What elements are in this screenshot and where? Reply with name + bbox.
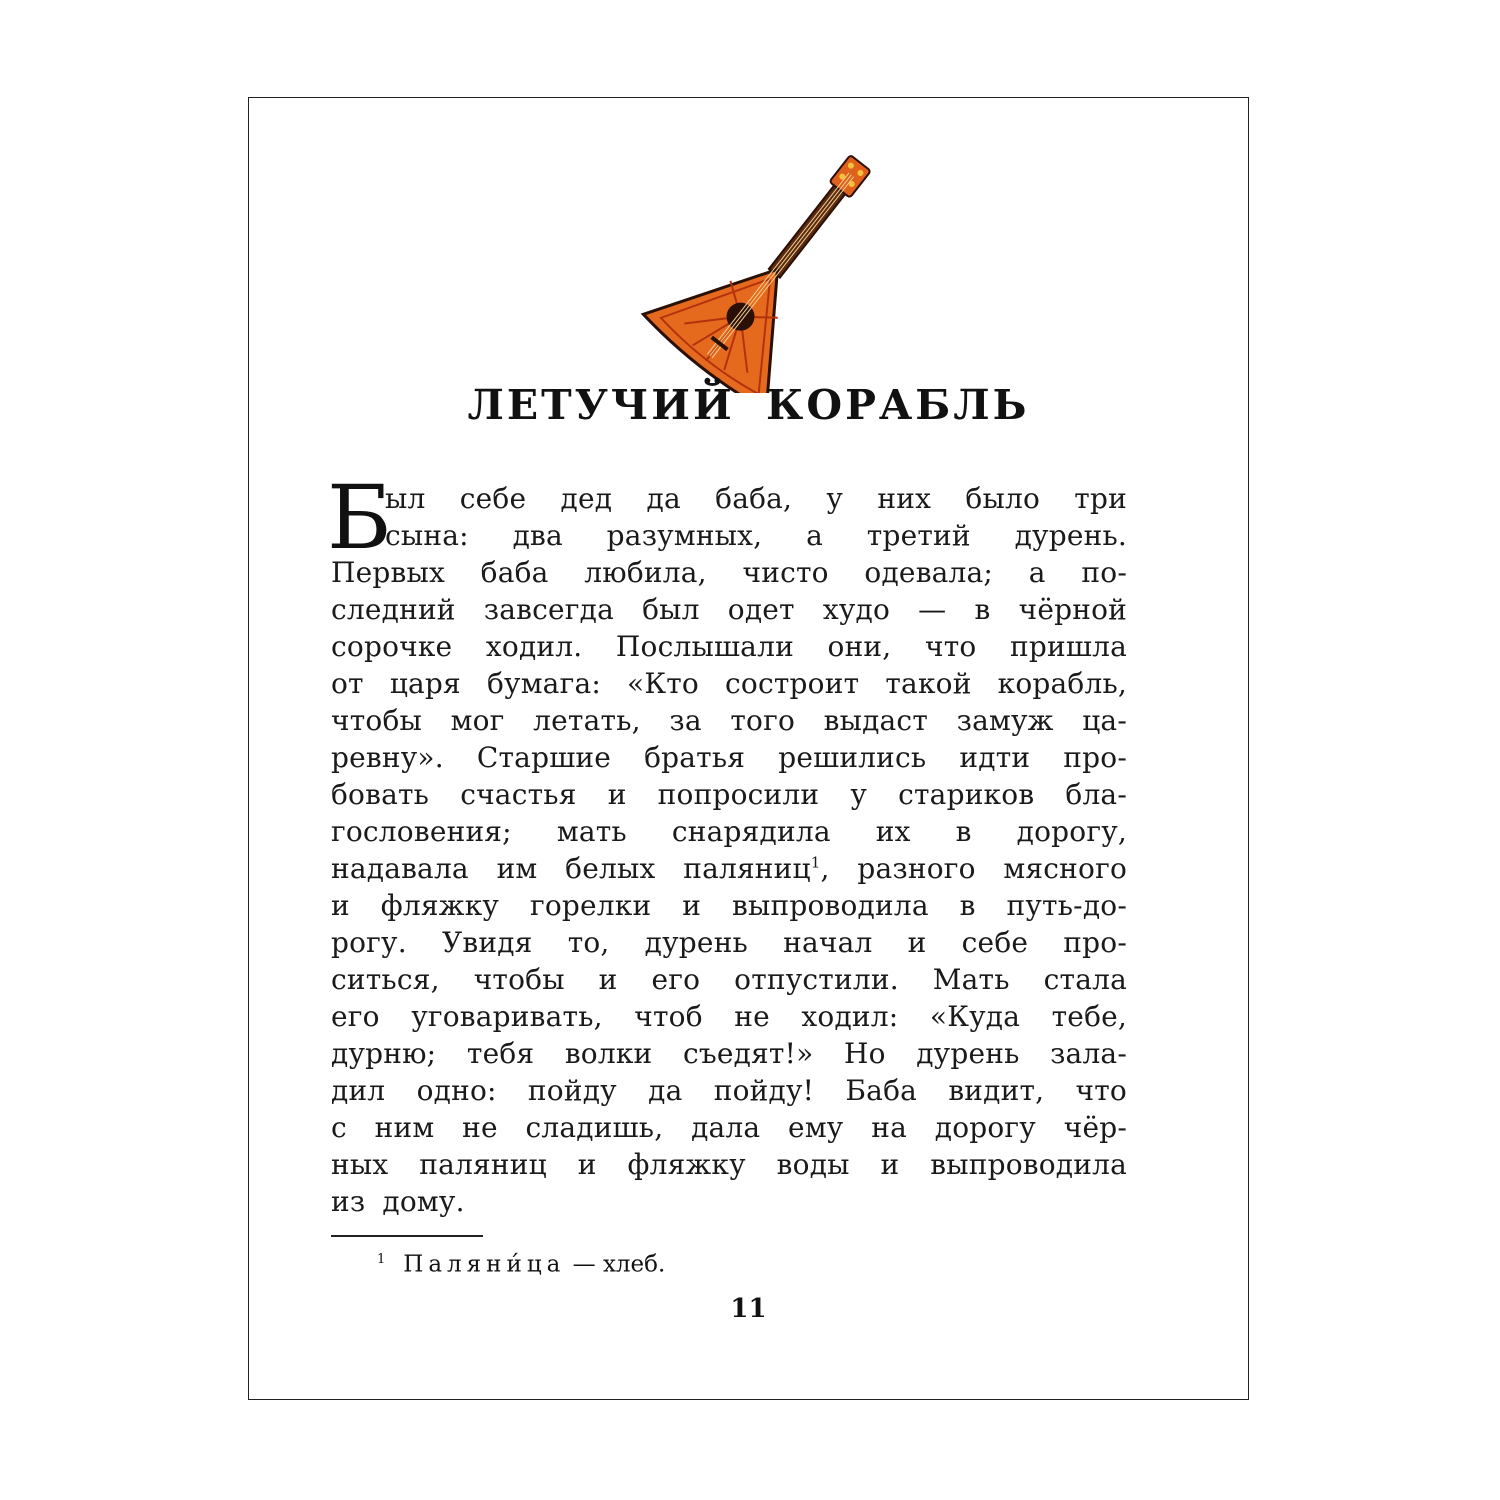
text-line: с ним не сладишь, дала ему на дорогу чёр- — [331, 1111, 1127, 1144]
text-line: ных паляниц и фляжку воды и выпроводила — [331, 1148, 1127, 1181]
text-line: и фляжку горелки и выпроводила в путь-до- — [331, 889, 1127, 922]
footnote-divider — [331, 1235, 483, 1237]
text-line: от царя бумага: «Кто сострoит такой корабль, — [331, 667, 1127, 700]
text-line: сына: два разумных, а третий дурень. — [385, 519, 1127, 552]
text-line: дурню; тебя волки съедят!» Но дурень зала- — [331, 1037, 1127, 1070]
footnote-reference: 1 — [810, 853, 821, 872]
text-line: дил одно: пойду да пойду! Баба видит, что — [331, 1074, 1127, 1107]
footnote-text: — хлеб. — [565, 1251, 666, 1278]
text-line: гословения; мать снарядила их в дорогу, — [331, 815, 1127, 848]
text-line-with-footnote — [331, 850, 1127, 887]
text-line: сорочке ходил. Послышали они, что пришла — [331, 630, 1127, 663]
text-line: Первых баба любила, чисто одевала; а по- — [331, 556, 1127, 589]
text-line: ревну». Старшие братья решились идти про- — [331, 741, 1127, 774]
text-line: ыл себе дед да баба, у них было три — [385, 482, 1127, 515]
footnote-mark: 1 — [377, 1252, 386, 1267]
story-title: ЛЕТУЧИЙ КОРАБЛЬ — [467, 381, 1030, 429]
footnote-term: Паляни́ца — [403, 1251, 566, 1278]
drop-cap: Б — [327, 466, 392, 569]
text-line-part: , разного мясного — [820, 852, 1128, 885]
text-line: его уговаривать, чтоб не ходил: «Куда тебе, — [331, 1000, 1127, 1033]
text-line-part: надавала им белых паляниц — [331, 852, 811, 885]
text-line: рогу. Увидя то, дурень начал и себе про- — [331, 926, 1127, 959]
footnote — [377, 1245, 665, 1280]
text-line: из дому. — [331, 1185, 465, 1218]
text-line: следний завсегда был одет худо — в чёрной — [331, 593, 1127, 626]
story-text — [327, 466, 1128, 1220]
text-line: ситься, чтобы и его отпустили. Мать стала — [331, 963, 1127, 996]
text-line: бовать счастья и попросили у стариков бла- — [331, 778, 1127, 811]
balalaika-icon — [629, 153, 889, 393]
text-line: чтобы мог летать, за того выдаст замуж ца- — [331, 704, 1127, 737]
page-number: 11 — [730, 1294, 767, 1324]
book-page — [248, 97, 1249, 1400]
